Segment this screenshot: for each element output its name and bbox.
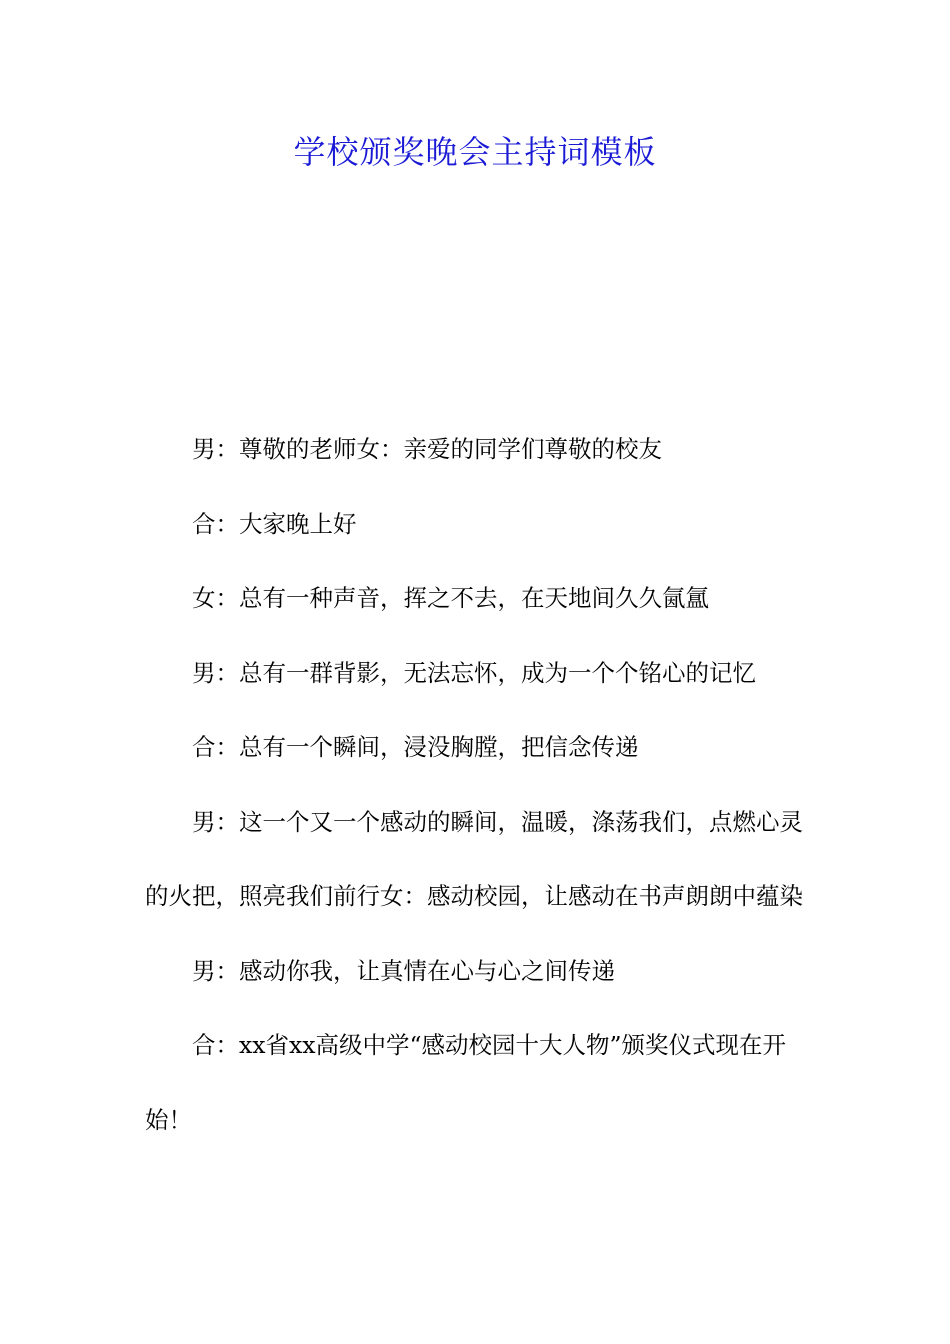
paragraph-4: 男：总有一群背影，无法忘怀，成为一个个铭心的记忆 xyxy=(192,658,756,687)
paragraph-7: 男：感动你我，让真情在心与心之间传递 xyxy=(192,956,615,985)
paragraph-2: 合：大家晚上好 xyxy=(192,509,357,538)
paragraph-8: 合：xx省xx高级中学“感动校园十大人物”颁奖仪式现在开始！ xyxy=(145,1031,787,1134)
paragraph-5: 合：总有一个瞬间，浸没胸膛，把信念传递 xyxy=(192,733,639,761)
paragraph-6: 男：这一个又一个感动的瞬间，温暖，涤荡我们，点燃心灵的火把，照亮我们前行女：感动校园，让感动在书声朗朗中蕴染 xyxy=(145,807,803,910)
document-title: 学校颁奖晚会主持词模板 xyxy=(293,133,657,171)
paragraph-1: 男：尊敬的老师女：亲爱的同学们尊敬的校友 xyxy=(192,435,662,463)
document-body xyxy=(145,412,810,1157)
paragraph-3: 女：总有一种声音，挥之不去，在天地间久久氤氲 xyxy=(192,584,709,612)
